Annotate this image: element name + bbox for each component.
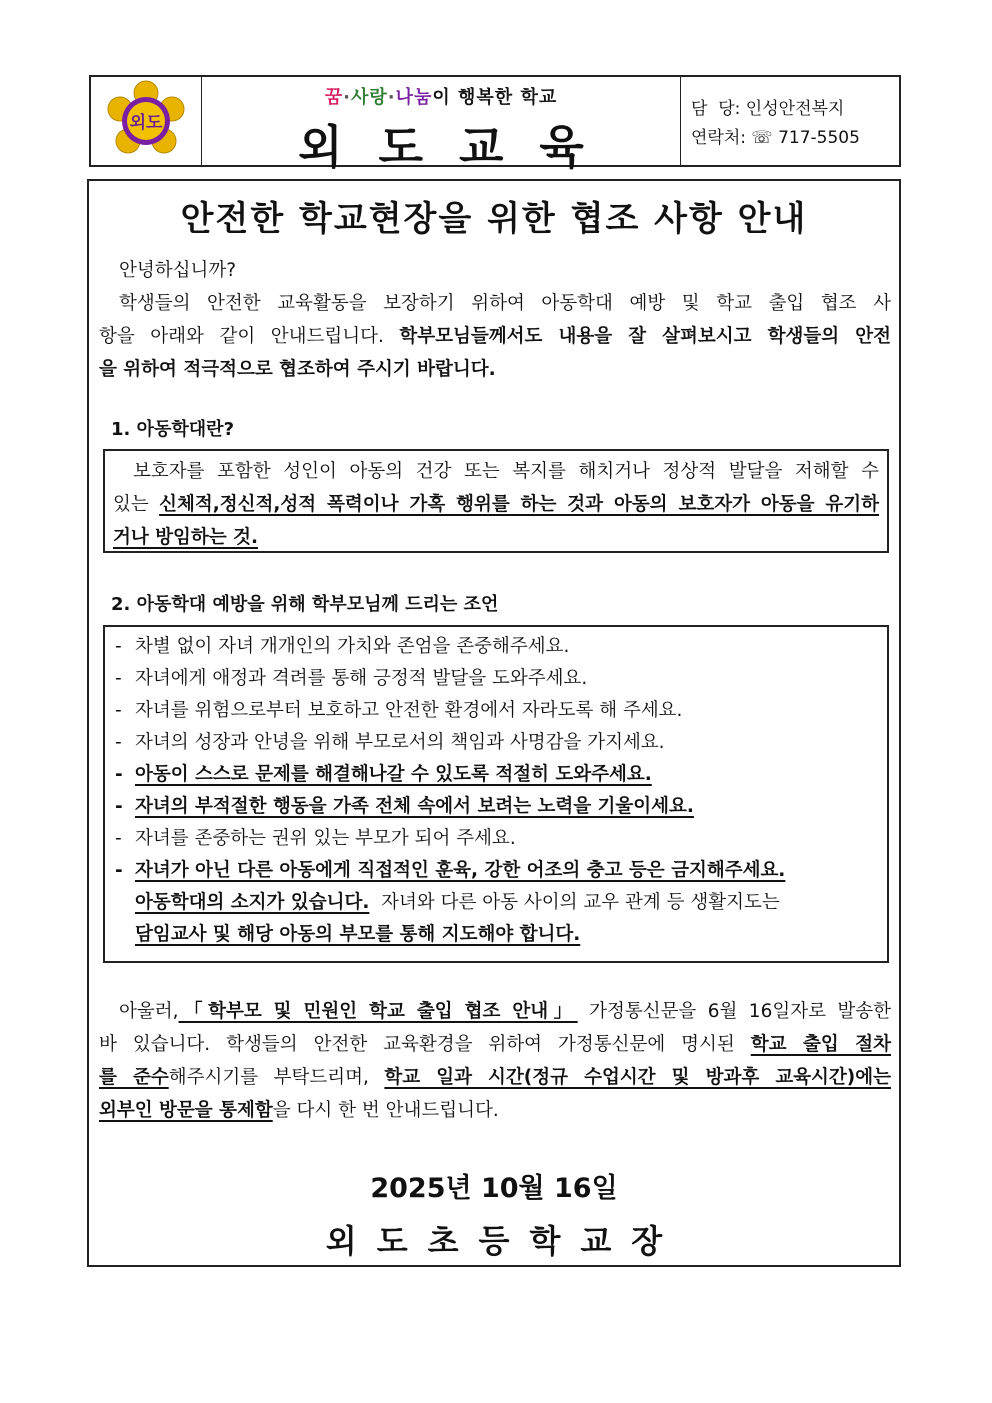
closing-line-1: 아울러,「학부모 및 민원인 학교 출입 협조 안내」 가정통신문을 6월 16일자로 발송한: [119, 1001, 891, 1022]
advice-item: - 자녀의 부적절한 행동을 가족 전체 속에서 보려는 노력을 기울이세요.: [115, 796, 694, 817]
school-logo-cell: [91, 77, 202, 165]
closing-line-2: 바 있습니다. 학생들의 안전한 교육환경을 위하여 가정통신문에 명시된 학교 출입 절차: [99, 1034, 891, 1055]
contact-info: [681, 77, 899, 165]
advice-item-last-line-2: 아동학대의 소지가 있습니다. 자녀와 다른 아동 사이의 교우 관계 등 생활지도는: [135, 892, 780, 913]
newsletter-header: [89, 75, 901, 174]
advice-item: - 자녀에게 애정과 격려를 통해 긍정적 발달을 도와주세요.: [115, 668, 588, 689]
definition-line-3: 거나 방임하는 것.: [113, 527, 259, 548]
phone-icon: ☏: [751, 128, 773, 148]
advice-item: - 차별 없이 자녀 개개인의 가치와 존엄을 존중해주세요.: [115, 636, 570, 657]
section-2-heading: 2. 아동학대 예방을 위해 학부모님께 드리는 조언: [111, 594, 499, 615]
advice-box: [103, 625, 889, 963]
advice-item: - 자녀의 성장과 안녕을 위해 부모로서의 책임과 사명감을 가지세요.: [115, 732, 665, 753]
logo-text: 외도: [129, 113, 163, 133]
motto-word-share: 나눔: [395, 87, 433, 108]
title-cell: [202, 77, 681, 174]
advice-item: - 아동이 스스로 문제를 해결해나갈 수 있도록 적절히 도와주세요.: [115, 764, 652, 785]
closing-line-4: 외부인 방문을 통제함을 다시 한 번 안내드립니다.: [99, 1100, 499, 1121]
definition-box: [103, 449, 889, 553]
page-title: 안전한 학교현장을 위한 협조 사항 안내: [180, 199, 808, 239]
advice-item: - 자녀를 위험으로부터 보호하고 안전한 환경에서 자라도록 해 주세요.: [115, 700, 683, 721]
advice-item-last-line-3: 담임교사 및 해당 아동의 부모를 통해 지도해야 합니다.: [135, 924, 581, 945]
school-emblem-icon: [104, 79, 188, 163]
definition-line-2: 있는 신체적,정신적,성적 폭력이나 가혹 행위를 하는 것과 아동의 보호자가 아동을 유기하: [113, 494, 880, 515]
contact-phone: 연락처: ☏ 717-5505: [691, 128, 860, 148]
brand-title: 외도교육: [298, 120, 620, 174]
signature: 외도초등학교장: [325, 1222, 683, 1260]
advice-item-last: - 자녀가 아닌 다른 아동에게 직접적인 훈육, 강한 어조의 충고 등은 금지해주세요.: [115, 860, 786, 881]
notice-body: [87, 179, 901, 1267]
section-1-heading: 1. 아동학대란?: [111, 419, 235, 440]
closing-line-3: 를 준수해주시기를 부탁드리며, 학교 일과 시간(정규 수업시간 및 방과후 교육시간)에는: [99, 1067, 891, 1088]
advice-item: - 자녀를 존중하는 권위 있는 부모가 되어 주세요.: [115, 828, 516, 849]
intro-line-3: 을 위하여 적극적으로 협조하여 주시기 바랍니다.: [99, 359, 496, 380]
greeting: 안녕하십니까?: [119, 260, 237, 281]
definition-line-1: 보호자를 포함한 성인이 아동의 건강 또는 복지를 해치거나 정상적 발달을 저해할 수: [133, 461, 879, 482]
contact-person: 담 당: 인성안전복지: [691, 99, 845, 119]
school-motto: 꿈·사랑·나눔이 행복한 학교: [324, 87, 558, 108]
motto-rest: 이 행복한 학교: [432, 87, 558, 108]
motto-word-love: 사랑: [350, 87, 388, 108]
issue-date: 2025년 10월 16일: [370, 1173, 618, 1204]
intro-line-2: 항을 아래와 같이 안내드립니다. 학부모님들께서도 내용을 잘 살펴보시고 학생들의 안전: [99, 326, 891, 347]
intro-line-1: 학생들의 안전한 교육활동을 보장하기 위하여 아동학대 예방 및 학교 출입 협조 사: [119, 293, 891, 314]
motto-word-dream: 꿈: [324, 87, 344, 108]
